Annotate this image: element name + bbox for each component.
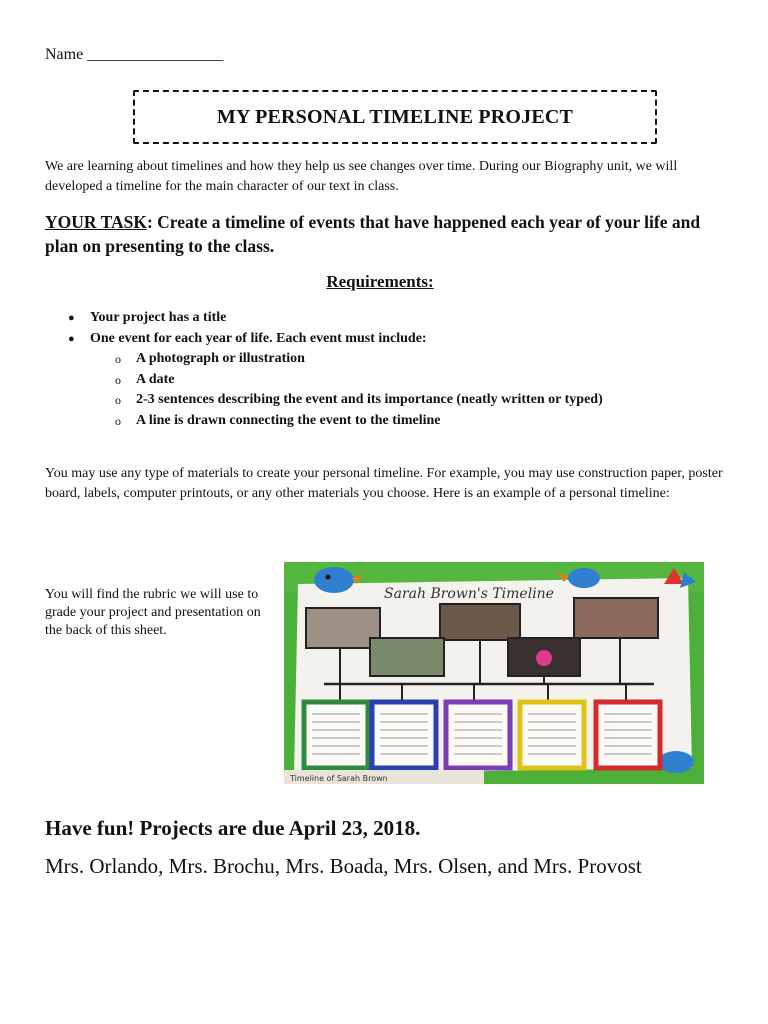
event-card xyxy=(520,702,584,768)
intro-paragraph: We are learning about timelines and how they help us see changes over time. During our Biography unit, we will developed a timeline for the main character of our text in class. xyxy=(45,159,678,194)
title-box xyxy=(133,90,657,144)
photo-caption-strip: Timeline of Sarah Brown xyxy=(290,774,388,783)
name-field-label: Name _________________ xyxy=(45,46,224,63)
event-photo xyxy=(440,604,520,640)
requirement-item: ● Your project has a title xyxy=(90,308,427,329)
requirements-list xyxy=(90,308,427,349)
event-card xyxy=(446,702,510,768)
event-requirement-item: o A photograph or illustration xyxy=(136,349,603,370)
event-photo xyxy=(306,608,380,648)
requirement-item: ● One event for each year of life. Each event must include: xyxy=(90,329,427,350)
event-photo xyxy=(370,638,444,676)
event-requirements-list xyxy=(136,349,603,431)
event-requirement-item: o 2-3 sentences describing the event and its importance (neatly written or typed) xyxy=(136,390,603,411)
event-card xyxy=(304,702,368,768)
requirements-heading: Requirements: xyxy=(326,272,434,291)
example-timeline-photo xyxy=(284,562,704,784)
event-photo xyxy=(574,598,658,638)
task-paragraph xyxy=(45,210,725,258)
due-date-note: Have fun! Projects are due April 23, 2018. xyxy=(45,816,421,840)
event-card xyxy=(372,702,436,768)
event-card xyxy=(596,702,660,768)
poster-title: Sarah Brown's Timeline xyxy=(384,586,554,602)
event-requirement-item: o A date xyxy=(136,370,603,391)
task-label: YOUR TASK xyxy=(45,212,147,232)
materials-paragraph: You may use any type of materials to create your personal timeline. For example, you may use construction paper, poster board, labels, computer printouts, or any other materials you choose. Here is an example of a personal timeline: xyxy=(45,466,723,501)
task-text: : Create a timeline of events that have happened each year of your life and plan on presenting to the class. xyxy=(45,212,701,256)
rubric-note: You will find the rubric we will use to grade your project and presentation on the back of this sheet. xyxy=(45,587,261,638)
teacher-names: Mrs. Orlando, Mrs. Brochu, Mrs. Boada, Mrs. Olsen, and Mrs. Provost xyxy=(45,854,642,878)
event-requirement-item: o A line is drawn connecting the event to the timeline xyxy=(136,411,603,432)
page-title: MY PERSONAL TIMELINE PROJECT xyxy=(216,105,574,128)
